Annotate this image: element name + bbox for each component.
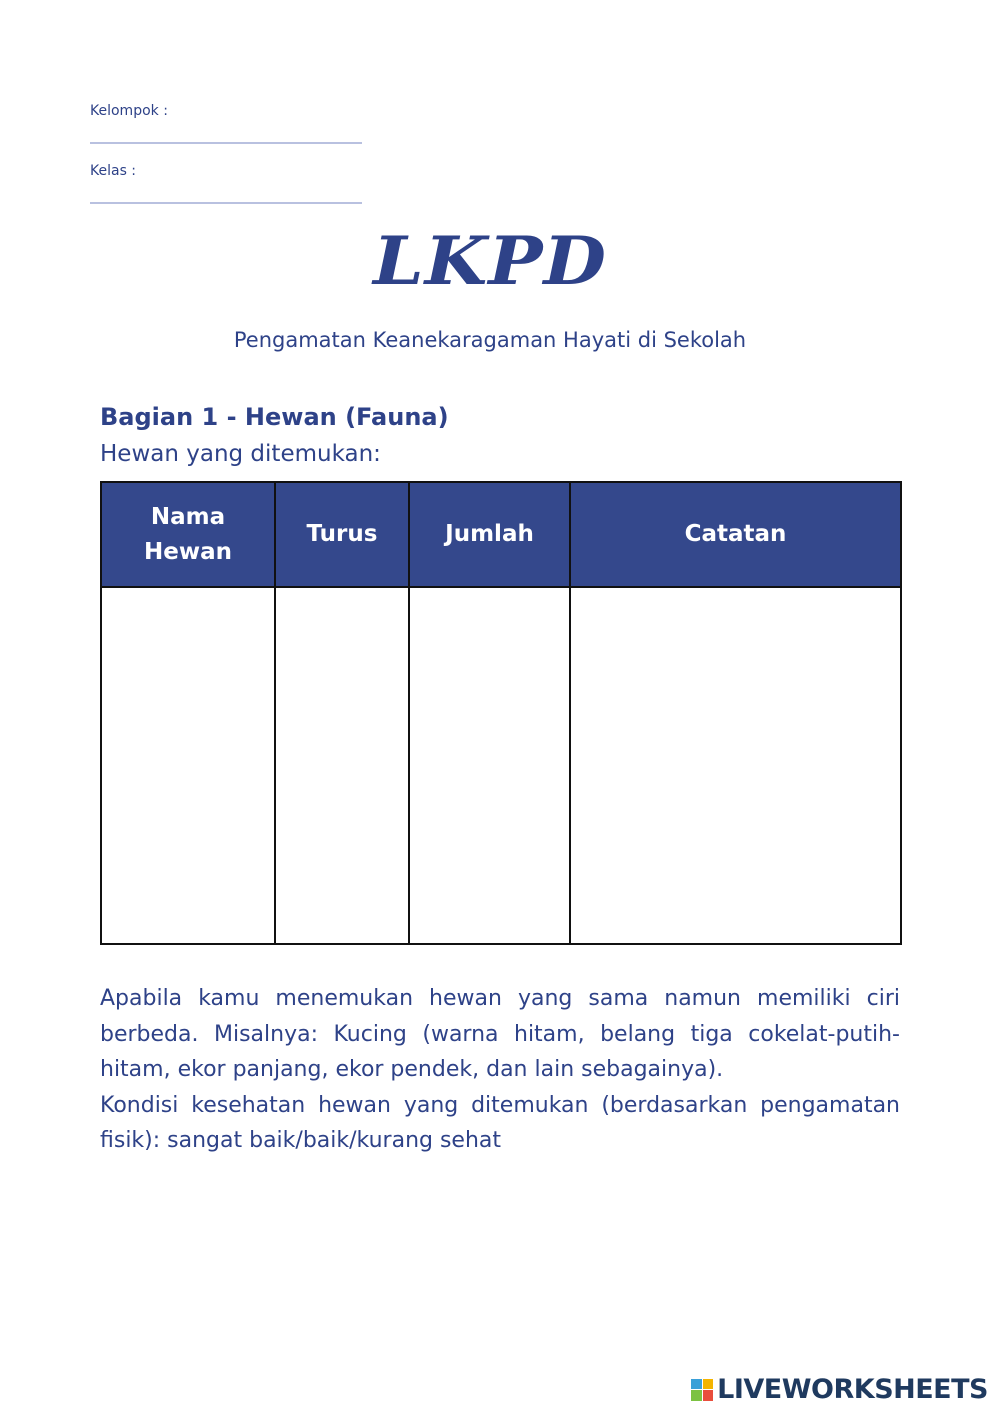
cell-jumlah[interactable] xyxy=(409,587,570,944)
notes-text xyxy=(100,981,900,1159)
note-paragraph-1: Apabila kamu menemukan hewan yang sama namun memiliki ciri berbeda. Misalnya: Kucing (warna hitam, belang tiga cokelat-putih-hitam, ekor panjang, ekor pendek, dan lain sebagainya). xyxy=(100,986,900,1082)
header-turus: Turus xyxy=(275,482,409,587)
header-nama-hewan: Nama Hewan xyxy=(101,482,275,587)
table-header-row xyxy=(101,482,901,587)
cell-catatan[interactable] xyxy=(570,587,901,944)
note-paragraph-2: Kondisi kesehatan hewan yang ditemukan (berdasarkan pengamatan fisik): sangat baik/baik/kurang sehat xyxy=(100,1092,900,1153)
footer-brand-text: LIVEWORKSHEETS xyxy=(717,1374,988,1405)
cell-turus[interactable] xyxy=(275,587,409,944)
liveworksheets-logo-icon xyxy=(691,1379,713,1401)
observation-table xyxy=(100,481,902,945)
group-label: Kelompok : xyxy=(90,103,168,119)
header-catatan: Catatan xyxy=(570,482,901,587)
header-jumlah: Jumlah xyxy=(409,482,570,587)
group-input-line[interactable] xyxy=(90,142,362,144)
section-intro: Hewan yang ditemukan: xyxy=(100,441,381,467)
cell-nama-hewan[interactable] xyxy=(101,587,275,944)
table-row xyxy=(101,587,901,944)
class-label: Kelas : xyxy=(90,163,137,179)
footer-brand xyxy=(691,1374,988,1405)
section-heading: Bagian 1 - Hewan (Fauna) xyxy=(100,403,449,431)
page-title: LKPD xyxy=(373,221,607,300)
class-input-line[interactable] xyxy=(90,202,362,204)
page-subtitle: Pengamatan Keanekaragaman Hayati di Sekolah xyxy=(233,328,747,352)
